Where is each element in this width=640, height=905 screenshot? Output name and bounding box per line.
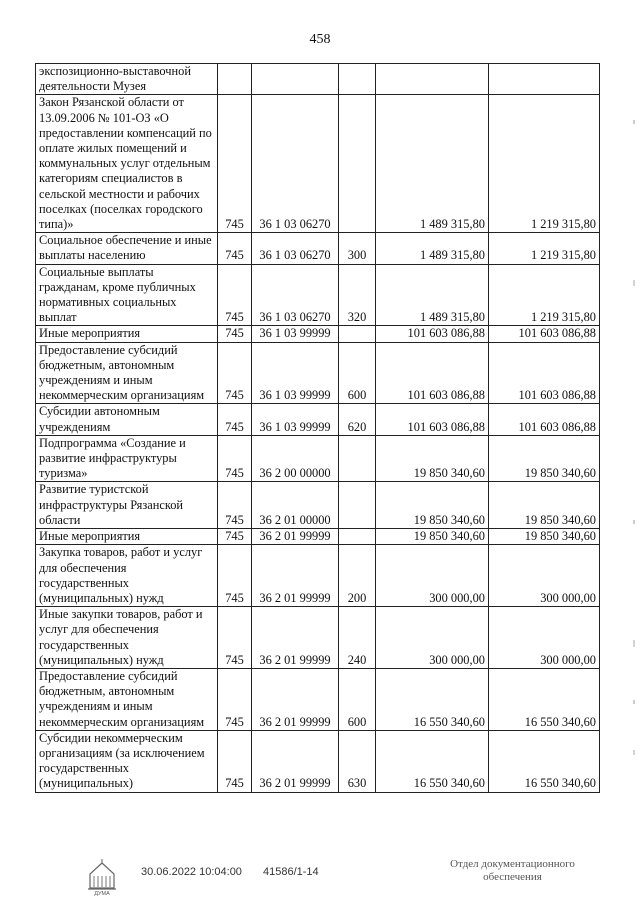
cell-amount-1: 16 550 340,60 xyxy=(376,730,489,792)
cell-expense-type: 600 xyxy=(339,668,376,730)
cell-amount-2: 300 000,00 xyxy=(489,607,600,669)
footer-doc-number: 41586/1-14 xyxy=(263,866,319,878)
cell-admin-code: 745 xyxy=(218,404,252,435)
cell-expense-type xyxy=(339,529,376,545)
cell-admin-code xyxy=(218,64,252,95)
cell-name: Закон Рязанской области от 13.09.2006 № 101-ОЗ «О предоставлении компенсаций по оплате жилых помещений и коммунальных услуг отдельным категориям специалистов в сельской местности и рабочих поселках (поселках городского типа)» xyxy=(36,95,218,233)
cell-expense-type: 630 xyxy=(339,730,376,792)
stamp-line-2: обеспечения xyxy=(483,871,542,883)
department-stamp xyxy=(425,858,600,884)
cell-admin-code: 745 xyxy=(218,233,252,264)
cell-amount-2: 19 850 340,60 xyxy=(489,435,600,482)
cell-amount-2: 101 603 086,88 xyxy=(489,326,600,342)
cell-target-article: 36 2 01 99999 xyxy=(252,730,339,792)
cell-name: Социальное обеспечение и иные выплаты населению xyxy=(36,233,218,264)
budget-table-body xyxy=(36,64,600,793)
cell-name: Социальные выплаты гражданам, кроме публичных нормативных социальных выплат xyxy=(36,264,218,326)
cell-amount-2: 16 550 340,60 xyxy=(489,668,600,730)
cell-amount-1: 300 000,00 xyxy=(376,545,489,607)
cell-amount-1: 300 000,00 xyxy=(376,607,489,669)
cell-amount-1: 1 489 315,80 xyxy=(376,264,489,326)
cell-expense-type: 240 xyxy=(339,607,376,669)
table-row xyxy=(36,607,600,669)
cell-amount-2: 101 603 086,88 xyxy=(489,342,600,404)
cell-expense-type: 200 xyxy=(339,545,376,607)
cell-amount-2: 101 603 086,88 xyxy=(489,404,600,435)
table-row xyxy=(36,545,600,607)
page-number: 458 xyxy=(309,32,331,47)
cell-amount-2: 1 219 315,80 xyxy=(489,95,600,233)
cell-expense-type xyxy=(339,482,376,529)
table-row xyxy=(36,404,600,435)
cell-amount-1: 1 489 315,80 xyxy=(376,95,489,233)
table-row xyxy=(36,730,600,792)
cell-amount-1: 101 603 086,88 xyxy=(376,404,489,435)
cell-target-article: 36 1 03 06270 xyxy=(252,264,339,326)
cell-target-article: 36 2 01 99999 xyxy=(252,607,339,669)
cell-amount-2: 300 000,00 xyxy=(489,545,600,607)
table-row xyxy=(36,529,600,545)
cell-admin-code: 745 xyxy=(218,264,252,326)
cell-expense-type xyxy=(339,326,376,342)
emblem-text: ДУМА xyxy=(94,891,110,896)
cell-admin-code: 745 xyxy=(218,730,252,792)
cell-amount-2: 1 219 315,80 xyxy=(489,264,600,326)
cell-target-article: 36 2 01 99999 xyxy=(252,529,339,545)
cell-amount-1: 1 489 315,80 xyxy=(376,233,489,264)
cell-admin-code: 745 xyxy=(218,95,252,233)
cell-name: Иные мероприятия xyxy=(36,529,218,545)
page-footer xyxy=(0,856,640,900)
cell-amount-2: 19 850 340,60 xyxy=(489,529,600,545)
table-row xyxy=(36,95,600,233)
cell-name: Субсидии автономным учреждениям xyxy=(36,404,218,435)
cell-amount-2: 1 219 315,80 xyxy=(489,233,600,264)
cell-name: Иные закупки товаров, работ и услуг для обеспечения государственных (муниципальных) нужд xyxy=(36,607,218,669)
cell-name: экспозиционно-выставочной деятельности Музея xyxy=(36,64,218,95)
cell-target-article: 36 1 03 06270 xyxy=(252,233,339,264)
cell-name: Закупка товаров, работ и услуг для обеспечения государственных (муниципальных) нужд xyxy=(36,545,218,607)
table-row xyxy=(36,342,600,404)
cell-name: Предоставление субсидий бюджетным, автономным учреждениям и иным некоммерческим организациям xyxy=(36,668,218,730)
cell-expense-type xyxy=(339,64,376,95)
cell-target-article: 36 2 00 00000 xyxy=(252,435,339,482)
cell-expense-type xyxy=(339,435,376,482)
cell-admin-code: 745 xyxy=(218,607,252,669)
cell-admin-code: 745 xyxy=(218,529,252,545)
table-row xyxy=(36,64,600,95)
table-row xyxy=(36,264,600,326)
cell-name: Подпрограмма «Создание и развитие инфраструктуры туризма» xyxy=(36,435,218,482)
table-row xyxy=(36,482,600,529)
cell-target-article: 36 1 03 99999 xyxy=(252,326,339,342)
cell-target-article: 36 2 01 00000 xyxy=(252,482,339,529)
cell-expense-type: 320 xyxy=(339,264,376,326)
cell-admin-code: 745 xyxy=(218,668,252,730)
scan-edge-marks xyxy=(632,100,636,880)
table-row xyxy=(36,668,600,730)
budget-table xyxy=(35,63,600,793)
cell-target-article: 36 1 03 99999 xyxy=(252,404,339,435)
cell-amount-2 xyxy=(489,64,600,95)
cell-target-article: 36 2 01 99999 xyxy=(252,668,339,730)
cell-amount-1: 19 850 340,60 xyxy=(376,482,489,529)
footer-date: 30.06.2022 10:04:00 xyxy=(141,866,242,878)
cell-expense-type: 600 xyxy=(339,342,376,404)
cell-amount-2: 16 550 340,60 xyxy=(489,730,600,792)
cell-amount-1: 101 603 086,88 xyxy=(376,342,489,404)
cell-name: Иные мероприятия xyxy=(36,326,218,342)
table-row xyxy=(36,435,600,482)
cell-amount-2: 19 850 340,60 xyxy=(489,482,600,529)
cell-amount-1 xyxy=(376,64,489,95)
cell-amount-1: 19 850 340,60 xyxy=(376,529,489,545)
table-row xyxy=(36,233,600,264)
cell-admin-code: 745 xyxy=(218,342,252,404)
table-row xyxy=(36,326,600,342)
stamp-line-1: Отдел документационного xyxy=(450,858,575,870)
cell-name: Развитие туристской инфраструктуры Рязанской области xyxy=(36,482,218,529)
cell-expense-type xyxy=(339,95,376,233)
cell-amount-1: 19 850 340,60 xyxy=(376,435,489,482)
cell-amount-1: 101 603 086,88 xyxy=(376,326,489,342)
cell-admin-code: 745 xyxy=(218,545,252,607)
cell-amount-1: 16 550 340,60 xyxy=(376,668,489,730)
cell-admin-code: 745 xyxy=(218,435,252,482)
cell-target-article: 36 1 03 99999 xyxy=(252,342,339,404)
cell-name: Предоставление субсидий бюджетным, автономным учреждениям и иным некоммерческим организациям xyxy=(36,342,218,404)
cell-name: Субсидии некоммерческим организациям (за исключением государственных (муниципальных) xyxy=(36,730,218,792)
cell-expense-type: 300 xyxy=(339,233,376,264)
cell-target-article: 36 2 01 99999 xyxy=(252,545,339,607)
cell-admin-code: 745 xyxy=(218,482,252,529)
cell-target-article: 36 1 03 06270 xyxy=(252,95,339,233)
cell-admin-code: 745 xyxy=(218,326,252,342)
duma-emblem-icon xyxy=(86,858,118,896)
cell-target-article xyxy=(252,64,339,95)
cell-expense-type: 620 xyxy=(339,404,376,435)
